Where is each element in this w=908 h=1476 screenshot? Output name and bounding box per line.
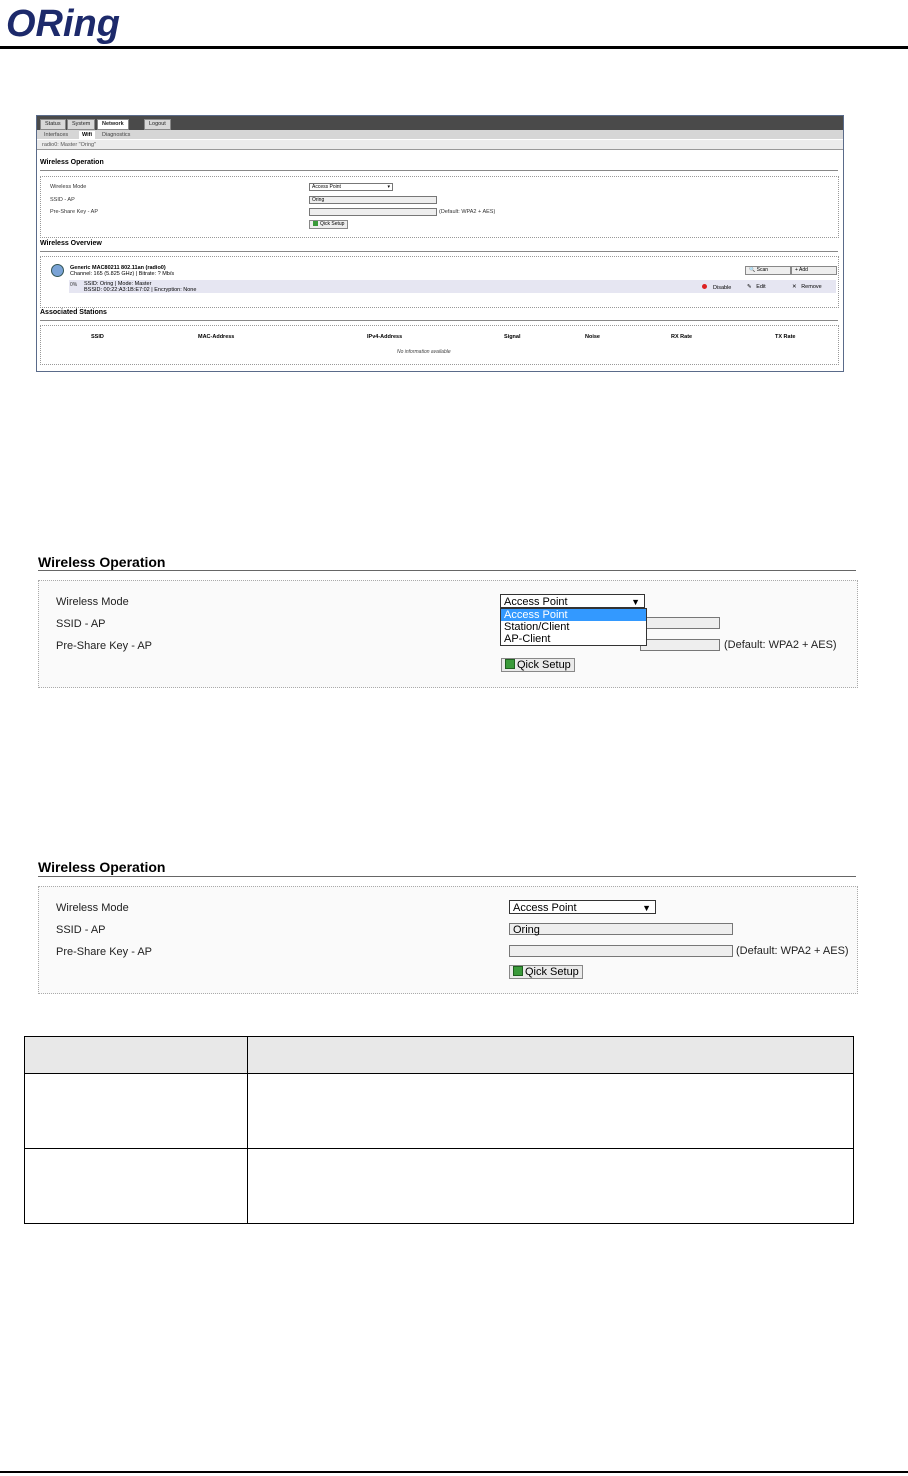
col-tx: TX Rate [775,334,796,340]
setup-icon [513,966,523,976]
table-header-cell [25,1037,248,1074]
col-signal: Signal [504,334,521,340]
radio-icon [51,264,64,277]
option-ap-client[interactable]: AP-Client [504,633,551,645]
wifi-page-screenshot [36,115,844,372]
wireless-operation-fieldset-3 [38,886,858,994]
no-info-text: No information available [397,349,451,355]
ssid-label: SSID - AP [56,924,106,936]
wireless-mode-label: Wireless Mode [50,184,87,190]
table-header-cell [248,1037,854,1074]
col-ssid: SSID [91,334,104,340]
disable-button[interactable]: Disable [702,284,731,291]
wireless-operation-title-3: Wireless Operation [38,859,166,875]
section-rule [40,251,838,252]
wireless-mode-label: Wireless Mode [56,596,129,608]
remove-icon: ✕ [792,284,802,290]
remove-button[interactable]: ✕ Remove [792,284,822,290]
section-rule [38,876,856,877]
setup-icon [505,659,515,669]
table-cell [25,1149,248,1224]
subtab-interfaces[interactable]: Interfaces [44,132,69,138]
wireless-mode-select[interactable]: Access Point ▼ [509,900,656,914]
psk-input[interactable] [309,208,437,216]
setup-icon [313,221,318,226]
ssid-input[interactable]: Oring [309,196,437,204]
table-row [25,1149,854,1224]
dropdown-arrow-icon: ▼ [631,597,640,607]
table-row [25,1074,854,1149]
wireless-operation-fieldset-2 [38,580,858,688]
add-icon: + [795,267,800,273]
col-mac: MAC-Address [198,334,235,340]
breadcrumb: radio0: Master "Oring" [42,142,97,148]
disable-icon [702,284,707,289]
breadcrumb-bar [37,140,843,150]
edit-icon: ✎ [747,284,757,290]
associated-stations-title: Associated Stations [40,309,107,316]
add-button[interactable]: + Add [791,266,837,275]
oring-logo: ORing [6,3,120,45]
wireless-operation-title: Wireless Operation [40,159,104,166]
col-rx: RX Rate [671,334,693,340]
table-cell [248,1149,854,1224]
quick-setup-button[interactable]: Qick Setup [501,658,575,672]
psk-input[interactable] [640,639,720,651]
description-table [24,1036,854,1224]
psk-label: Pre-Share Key - AP [50,209,98,215]
device-name: Generic MAC80211 802.11an (radio0) [70,265,166,271]
ssid-label: SSID - AP [56,618,106,630]
ssid-input[interactable]: Oring [509,923,733,935]
section-rule [40,320,838,321]
psk-note: (Default: WPA2 + AES) [439,209,496,215]
edit-button[interactable]: ✎ Edit [747,284,766,290]
stations-table [40,325,839,365]
bssid-line: BSSID: 00:22:A3:1B:E7:02 | Encryption: None [84,287,197,293]
wireless-operation-title-2: Wireless Operation [38,554,166,570]
wireless-overview-title: Wireless Overview [40,240,102,247]
device-channel: Channel: 165 (5.825 GHz) | Bitrate: ? Mb/s [70,271,175,277]
table-cell [248,1074,854,1149]
table-header-row [25,1037,854,1074]
subtab-diagnostics[interactable]: Diagnostics [102,132,131,138]
psk-note: (Default: WPA2 + AES) [724,639,837,651]
footer-rule [0,1471,908,1473]
scan-icon: 🔍 [749,267,757,273]
col-noise: Noise [585,334,600,340]
psk-input[interactable] [509,945,733,957]
ssid-input[interactable] [640,617,720,629]
ssid-label: SSID - AP [50,197,75,203]
header-rule [0,46,908,49]
subtab-wifi[interactable]: Wifi [79,131,95,139]
section-rule [40,170,838,171]
wireless-mode-select[interactable]: Access Point ▾ [309,183,393,191]
quick-setup-button[interactable]: Qick Setup [509,965,583,979]
col-ipv4: IPv4-Address [367,334,403,340]
psk-note: (Default: WPA2 + AES) [736,945,849,957]
wireless-mode-label: Wireless Mode [56,902,129,914]
tab-status[interactable]: Status [40,119,66,130]
section-rule [38,570,856,571]
option-station-client[interactable]: Station/Client [504,621,570,633]
psk-label: Pre-Share Key - AP [56,946,152,958]
option-access-point[interactable]: Access Point [501,609,646,621]
tab-system[interactable]: System [67,119,95,130]
wireless-operation-fieldset [40,176,839,238]
wireless-mode-select[interactable]: Access Point ▼ [500,594,645,608]
scan-button[interactable]: 🔍 Scan [745,266,791,275]
psk-label: Pre-Share Key - AP [56,640,152,652]
wireless-mode-dropdown[interactable] [500,608,647,646]
quick-setup-button[interactable]: Qick Setup [309,220,348,229]
ssid-line: SSID: Oring | Mode: Master [84,281,152,287]
tab-network[interactable]: Network [97,119,129,130]
sub-nav-bar [37,130,843,139]
table-cell [25,1074,248,1149]
signal-percent: 0% [70,282,78,288]
dropdown-arrow-icon: ▼ [642,903,651,913]
tab-logout[interactable]: Logout [144,119,171,130]
